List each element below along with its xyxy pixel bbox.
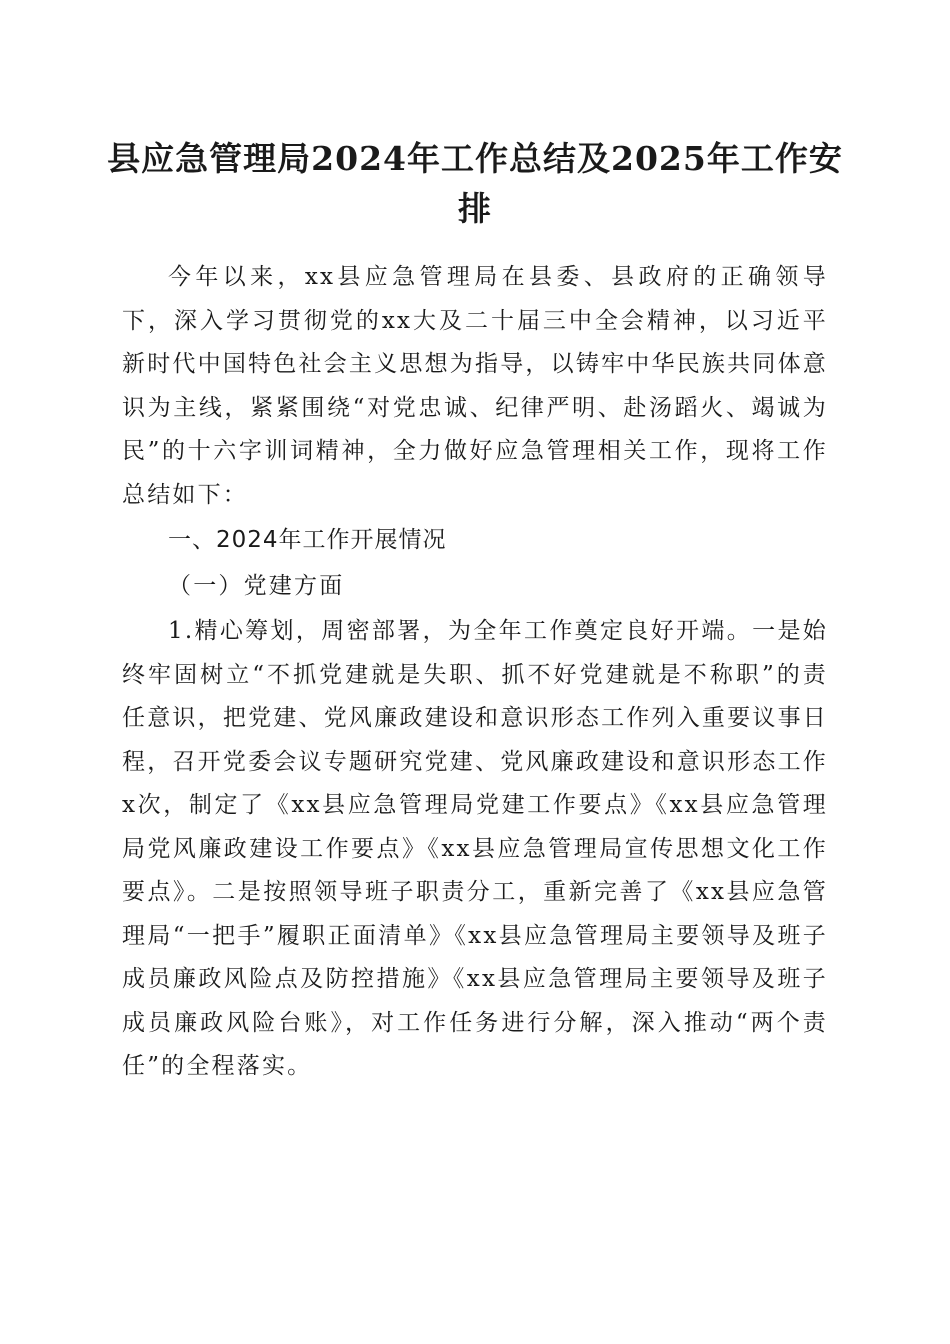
body-paragraph: 1.精心筹划，周密部署，为全年工作奠定良好开端。一是始终牢固树立“不抓党建就是失职、抓不好党建就是不称职”的责任意识，把党建、党风廉政建设和意识形态工作列入重要议事日程，召开党委会议专题研究党建、党风廉政建设和意识形态工作x次，制定了《xx县应急管理局党建工作要点》《xx县应急管理局党风廉政建设工作要点》《xx县应急管理局宣传思想文化工作要点》。二是按照领导班子职责分工，重新完善了《xx县应急管理局“一把手”履职正面清单》《xx县应急管理局主要领导及班子成员廉政风险点及防控措施》《xx县应急管理局主要领导及班子成员廉政风险台账》，对工作任务进行分解，深入推动“两个责任”的全程落实。 [122,618,828,1079]
document-title: 县应急管理局2024年工作总结及2025年工作安排 [107,139,843,228]
section-heading: 一、2024年工作开展情况 [168,527,447,553]
document-body [122,256,828,1089]
subsection-heading: （一）党建方面 [168,572,345,599]
intro-paragraph: 今年以来，xx县应急管理局在县委、县政府的正确领导下，深入学习贯彻党的xx大及二十届三中全会精神，以习近平新时代中国特色社会主义思想为指导，以铸牢中华民族共同体意识为主线，紧紧围绕“对党忠诚、纪律严明、赴汤蹈火、竭诚为民”的十六字训词精神，全力做好应急管理相关工作，现将工作总结如下： [122,264,828,508]
